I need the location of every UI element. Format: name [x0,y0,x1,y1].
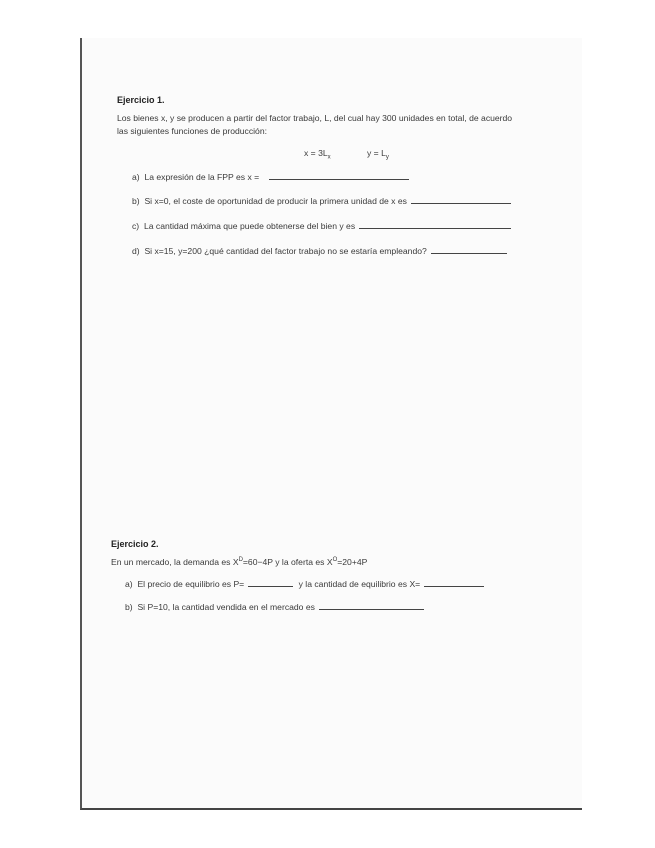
question-text: Si x=15, y=200 ¿qué cantidad del factor trabajo no se estaría empleando? [144,246,427,256]
question-text: La expresión de la FPP es x = [144,172,260,182]
question-2a [125,578,484,589]
question-text: y la cantidad de equilibrio es X= [298,579,421,589]
superscript-demand: D [238,557,243,564]
question-text: La cantidad máxima que puede obtenerse del bien y es [143,221,356,231]
intro-text: =20+4P [337,557,368,567]
equation-x [304,148,331,161]
question-1d [132,245,507,256]
exercise-2-intro [111,557,367,567]
question-1c [132,220,511,231]
question-text: Si P=10, la cantidad vendida en el mercado es [137,602,315,612]
question-label: d) [132,246,140,256]
exercise-2-title: Ejercicio 2. [111,539,159,549]
intro-text: En un mercado, la demanda es X [111,557,239,567]
answer-blank[interactable] [431,245,507,254]
scanned-page [80,38,582,810]
answer-blank[interactable] [411,195,511,204]
equation-y [367,148,389,161]
question-label: a) [125,579,133,589]
exercise-1-title: Ejercicio 1. [117,95,165,105]
equation-x-subscript: x [327,154,331,161]
answer-blank-quantity[interactable] [424,578,484,587]
answer-blank[interactable] [319,601,424,610]
question-label: c) [132,221,140,231]
question-label: a) [132,172,140,182]
answer-blank[interactable] [269,171,409,180]
question-label: b) [125,602,133,612]
equation-y-subscript: y [385,154,389,161]
question-1b [132,195,511,206]
answer-blank-price[interactable] [248,578,293,587]
answer-blank[interactable] [359,220,511,229]
exercise-1-intro-line2: las siguientes funciones de producción: [117,126,268,136]
exercise-1-intro-line1: Los bienes x, y se producen a partir del factor trabajo, L, del cual hay 300 unidades en total, de acuerdo [117,113,513,123]
question-text: Si x=0, el coste de oportunidad de producir la primera unidad de x es [144,196,407,206]
equation-y-text: y = L [367,148,386,158]
equation-x-text: x = 3L [304,148,328,158]
question-text: El precio de equilibrio es P= [137,579,245,589]
intro-text: =60−4P y la oferta es X [242,557,333,567]
superscript-supply: O [332,557,338,564]
question-1a [132,171,409,182]
question-label: b) [132,196,140,206]
question-2b [125,601,424,612]
